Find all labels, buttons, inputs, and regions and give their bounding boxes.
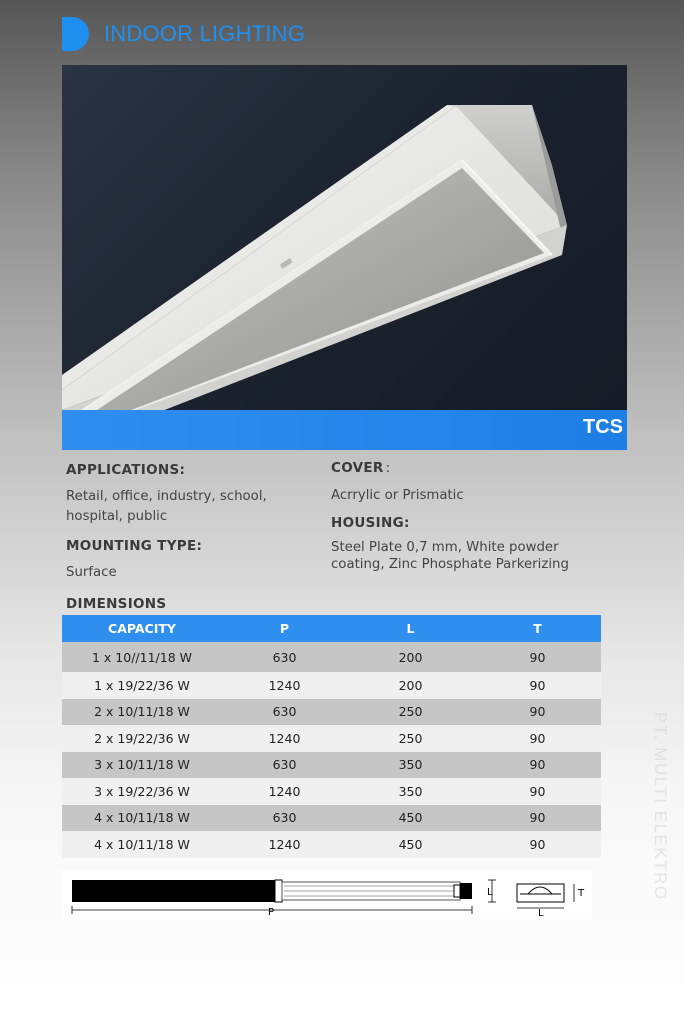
l-cell: 200 [347,642,474,672]
dimension-drawing [62,870,592,918]
p-cell: 630 [222,805,347,832]
t-cell: 90 [474,642,601,672]
capacity-cell: 2 x 19/22/36 W [62,725,222,752]
brand-logo-mark [62,17,89,51]
table-header-row [62,615,601,642]
product-photo [62,65,627,450]
l-cell: 350 [347,778,474,805]
dimension-diagram [62,870,592,918]
l-cell: 450 [347,805,474,832]
column-header-t: T [474,615,601,642]
t-cell: 90 [474,778,601,805]
cover-text: Acrrylic or Prismatic [331,488,464,503]
applications-heading: APPLICATIONS: [66,462,186,478]
mounting-heading: MOUNTING TYPE: [66,538,203,554]
t-cell: 90 [474,831,601,858]
p-cell: 1240 [222,672,347,699]
table-row [62,778,601,805]
p-cell: 630 [222,642,347,672]
column-header-l: L [347,615,474,642]
t-cell: 90 [474,805,601,832]
housing-heading: HOUSING: [331,515,410,531]
capacity-cell: 4 x 10/11/18 W [62,805,222,832]
diagram-label-p: P [268,907,275,918]
housing-text: Steel Plate 0,7 mm, White powder coating, Zinc Phosphate Parkerizing [331,540,569,572]
p-cell: 630 [222,752,347,779]
capacity-cell: 1 x 10//11/18 W [62,642,222,672]
p-cell: 630 [222,699,347,726]
l-cell: 250 [347,725,474,752]
p-cell: 1240 [222,725,347,752]
capacity-cell: 3 x 10/11/18 W [62,752,222,779]
table-row [62,725,601,752]
diagram-label-l-end: L [538,908,544,918]
l-cell: 450 [347,831,474,858]
applications-text: Retail, office, industry, school, hospital, public [66,489,267,524]
l-cell: 200 [347,672,474,699]
diagram-label-t: T [578,888,585,899]
dimensions-heading: DIMENSIONS [66,596,167,612]
table-row [62,752,601,779]
capacity-cell: 1 x 19/22/36 W [62,672,222,699]
model-band [62,410,627,450]
mounting-text: Surface [66,565,117,580]
cover-heading-colon: : [385,460,391,476]
cover-heading [331,460,390,476]
watermark: PT. MULTI ELEKTRO [651,712,670,901]
diagram-label-l-side: L [487,887,493,898]
t-cell: 90 [474,725,601,752]
l-cell: 350 [347,752,474,779]
table-row [62,672,601,699]
table-row [62,642,601,672]
t-cell: 90 [474,752,601,779]
column-header-p: P [222,615,347,642]
capacity-cell: 2 x 10/11/18 W [62,699,222,726]
l-cell: 250 [347,699,474,726]
t-cell: 90 [474,699,601,726]
dimensions-table [62,615,601,858]
model-label: TCS [583,416,623,438]
table-row [62,805,601,832]
cover-heading-label: COVER [331,460,384,476]
capacity-cell: 4 x 10/11/18 W [62,831,222,858]
t-cell: 90 [474,672,601,699]
p-cell: 1240 [222,831,347,858]
p-cell: 1240 [222,778,347,805]
column-header-capacity: CAPACITY [62,615,222,642]
luminaire-illustration [62,65,627,450]
table-row [62,831,601,858]
table-row [62,699,601,726]
page-title: INDOOR LIGHTING [104,21,306,46]
capacity-cell: 3 x 19/22/36 W [62,778,222,805]
